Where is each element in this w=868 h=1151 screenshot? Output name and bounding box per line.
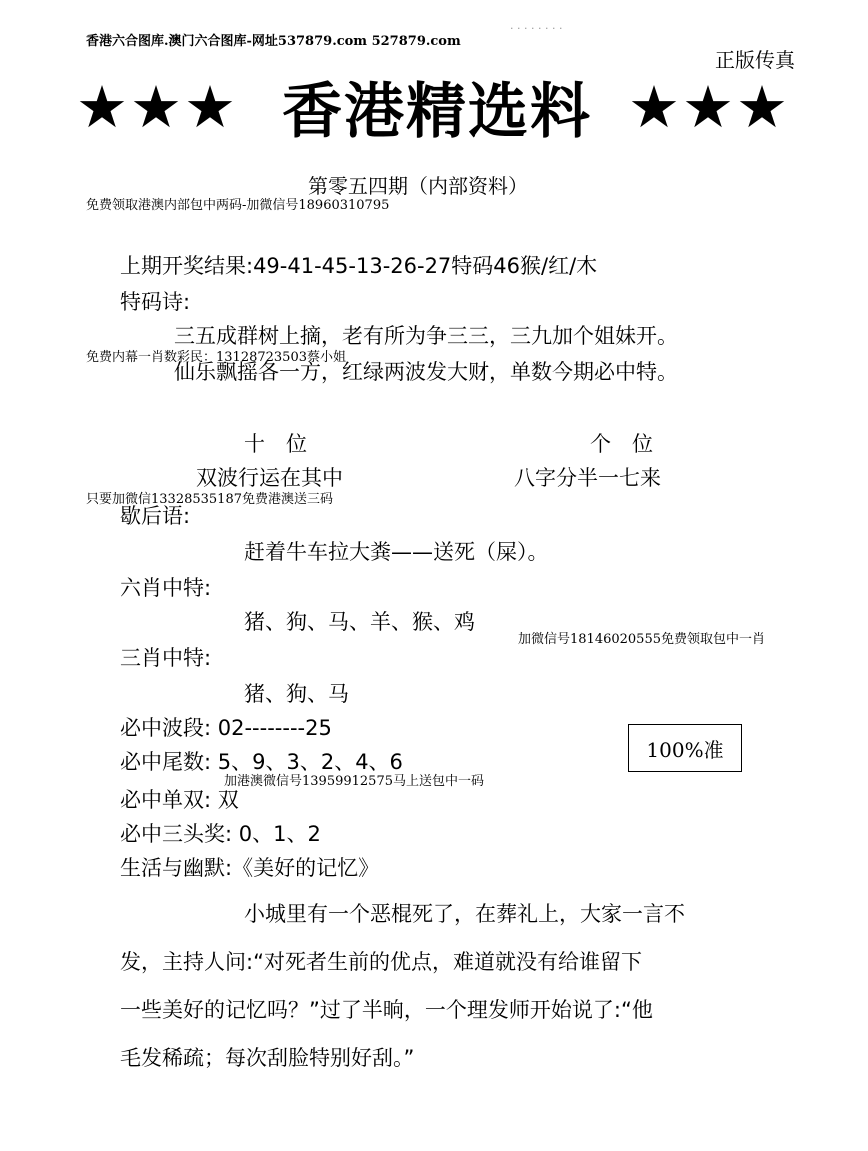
three-head-prize: 必中三头奖: 0、1、2 <box>120 822 321 846</box>
faint-scan-mark: · · · · · · · · <box>510 22 563 35</box>
tail-numbers: 必中尾数: 5、9、3、2、4、6 <box>120 750 403 774</box>
ones-label: 个 位 <box>590 432 653 456</box>
story-line-1: 小城里有一个恶棍死了，在葬礼上，大家一言不 <box>244 902 685 926</box>
six-zodiac-label: 六肖中特: <box>120 576 212 600</box>
authentic-fax-badge: 正版传真 <box>715 48 795 72</box>
stars-left: ★★★ <box>76 73 238 141</box>
poem-line-2: 仙乐飘摇各一方，红绿两波发大财，单数今期必中特。 <box>174 360 678 384</box>
ones-text: 八字分半一七来 <box>514 466 661 490</box>
page-title: 香港精选料 <box>282 77 592 147</box>
wave-range: 必中波段: 02--------25 <box>120 716 332 740</box>
poem-line-1: 三五成群树上摘，老有所为争三三，三九加个姐妹开。 <box>174 324 678 348</box>
site-url-line: 香港六合图库.澳门六合图库-网址537879.com 527879.com <box>86 34 461 49</box>
ad-line-3: 只要加微信13328535187免费港澳送三码 <box>86 492 333 507</box>
tens-label: 十 位 <box>244 432 307 456</box>
ad-line-1: 免费领取港澳内部包中两码-加微信号18960310795 <box>86 198 390 213</box>
tens-text: 双波行运在其中 <box>196 466 343 490</box>
poem-label: 特码诗: <box>120 290 191 314</box>
story-line-4: 毛发稀疏；每次刮脸特别好刮。” <box>120 1046 415 1070</box>
xiehouyu-label: 歇后语: <box>120 504 191 528</box>
xiehouyu-text: 赶着牛车拉大粪——送死（屎）。 <box>244 540 549 564</box>
accuracy-box: 100%准 <box>628 724 742 772</box>
ad-line-2: 免费内幕一肖数彩民：13128723503蔡小姐 <box>86 350 346 365</box>
last-draw-result: 上期开奖结果:49-41-45-13-26-27特码46猴/红/木 <box>120 254 598 278</box>
ad-line-4: 加微信号18146020555免费领取包中一肖 <box>518 632 765 647</box>
story-line-2: 发，主持人问:“对死者生前的优点，难道就没有给谁留下 <box>120 950 642 974</box>
three-zodiac-text: 猪、狗、马 <box>244 682 349 706</box>
six-zodiac-text: 猪、狗、马、羊、猴、鸡 <box>244 610 475 634</box>
ad-line-5: 加港澳微信号13959912575马上送包中一码 <box>224 774 484 789</box>
single-double: 必中单双: 双 <box>120 788 239 812</box>
issue-number: 第零五四期（内部资料） <box>308 174 528 198</box>
three-zodiac-label: 三肖中特: <box>120 646 212 670</box>
humor-title: 生活与幽默:《美好的记忆》 <box>120 856 380 880</box>
story-line-3: 一些美好的记忆吗？”过了半晌，一个理发师开始说了:“他 <box>120 998 653 1022</box>
stars-right: ★★★ <box>628 73 790 141</box>
